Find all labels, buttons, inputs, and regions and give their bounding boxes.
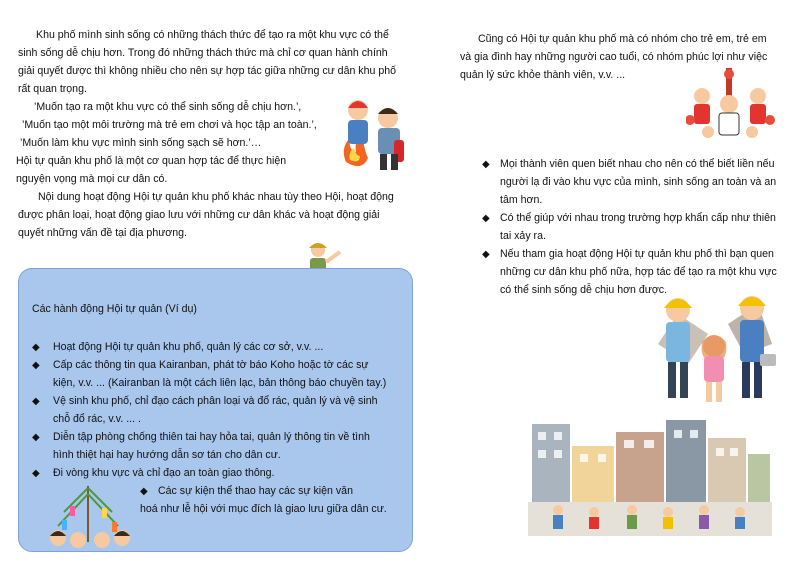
right-bullet-3-line-3: có thể sinh sống dễ chịu hơn được. [500, 284, 668, 296]
left-intro-line-3: giải quyết được thì không nhiều cho nên sự hợp tác giữa những cư dân khu phố [18, 65, 397, 77]
content-line-2: được phân loại, hoạt động giao lưu với những cư dân khác và hoạt động giải [18, 209, 380, 221]
city-street-illustration [528, 418, 772, 536]
box-bullet-1-marker: ◆ [32, 342, 40, 353]
family-helmets-illustration [648, 284, 778, 410]
box-bullet-3-marker: ◆ [32, 396, 40, 407]
box-bullet-1-line-1: Hoạt động Hội tự quản khu phố, quản lý các cơ sở, v.v. ... [53, 341, 324, 353]
right-bullet-3-line-2: những cư dân khu phố nữa, hợp tác để tạo ra một khu vực [500, 266, 777, 278]
box-bullet-4-line-2: hình thiệt hại hay hướng dẫn sơ tán cho dân cư. [53, 449, 281, 461]
festival-illustration [44, 482, 136, 552]
box-bullet-5-line-1: Đi vòng khu vực và chỉ đạo an toàn giao thông. [53, 467, 275, 479]
content-line-3: quyết những vấn đề tại địa phương. [18, 227, 187, 239]
box-bullet-4-line-1: Diễn tập phòng chống thiên tai hay hỏa tai, quản lý thông tin về tình [53, 431, 370, 443]
community-group-illustration [686, 66, 778, 148]
left-intro-line-1: Khu phố mình sinh sống có những thách thức để tạo ra một khu vực có thể [36, 29, 389, 41]
box-bullet-3-line-2: chỗ đổ rác, v.v. ... . [53, 413, 141, 425]
content-line-1: Nội dung hoạt động Hội tự quản khu phố khác nhau tùy theo Hội, hoạt động [38, 191, 394, 203]
box-bullet-6-line-1: Các sự kiện thể thao hay các sự kiện văn [158, 485, 353, 497]
right-bullet-2-line-2: tai xảy ra. [500, 230, 546, 242]
right-intro-line-2: và gia đình hay những người cao tuổi, có nhóm phúc lợi như việc [460, 51, 768, 63]
assoc-line-2: nguyện vọng mà mọi cư dân có. [16, 173, 168, 185]
left-intro-line-2: sinh sống dễ chịu hơn. Trong đó những thách thức mà chỉ cơ quan hành chính [18, 47, 388, 59]
right-intro-line-3: quản lý sức khỏe thành viên, v.v. ... [460, 69, 626, 81]
left-intro-line-4: rất quan trọng. [18, 83, 87, 95]
right-bullet-1-line-3: tâm hơn. [500, 194, 543, 206]
fire-drill-illustration [336, 92, 412, 178]
box-bullet-2-line-1: Cấp các thông tin qua Kairanban, phát tờ báo Koho hoặc tờ các sự [53, 359, 369, 371]
right-bullet-1-marker: ◆ [482, 159, 490, 170]
right-bullet-3-line-1: Nếu tham gia hoạt động Hội tự quản khu phố thì bạn quen [500, 248, 774, 260]
right-bullet-1-line-1: Mọi thành viên quen biết nhau cho nên có thể biết liền nếu [500, 158, 775, 170]
right-bullet-1-line-2: người lạ đi vào khu vực của mình, sinh sống an toàn và an [500, 176, 777, 188]
box-bullet-2-line-2: kiện, v.v. ... (Kairanban là một cách liên lạc, bản thông báo chuyền tay.) [53, 377, 387, 389]
box-bullet-2-marker: ◆ [32, 360, 40, 371]
box-bullet-6-marker: ◆ [140, 486, 148, 497]
activities-box-title: Các hành động Hội tự quản (Ví dụ) [32, 303, 197, 315]
right-bullet-2-line-1: Có thể giúp với nhau trong trường hợp khẩn cấp như thiên [500, 212, 776, 224]
box-bullet-4-marker: ◆ [32, 432, 40, 443]
box-bullet-5-marker: ◆ [32, 468, 40, 479]
assoc-line-1: Hội tự quản khu phố là một cơ quan hợp tác để thực hiện [16, 155, 287, 167]
quote-2: ’Muốn tạo một môi trường mà trẻ em chơi và học tập an toàn.’, [22, 119, 317, 131]
right-bullet-2-marker: ◆ [482, 213, 490, 224]
box-bullet-3-line-1: Vệ sinh khu phố, chỉ đạo cách phân loại và đổ rác, quản lý và vệ sinh [53, 395, 378, 407]
right-bullet-3-marker: ◆ [482, 249, 490, 260]
quote-1: ’Muốn tạo ra một khu vực có thể sinh sống dễ chịu hơn.’, [34, 101, 302, 113]
box-bullet-6-line-2: hoá như lễ hội với mục đích là giao lưu giữa dân cư. [140, 503, 387, 515]
right-intro-line-1: Cũng có Hội tự quản khu phố mà có nhóm cho trẻ em, trẻ em [478, 33, 767, 45]
quote-3: ’Muốn làm khu vực mình sinh sống sạch sẽ hơn.’… [20, 137, 262, 149]
